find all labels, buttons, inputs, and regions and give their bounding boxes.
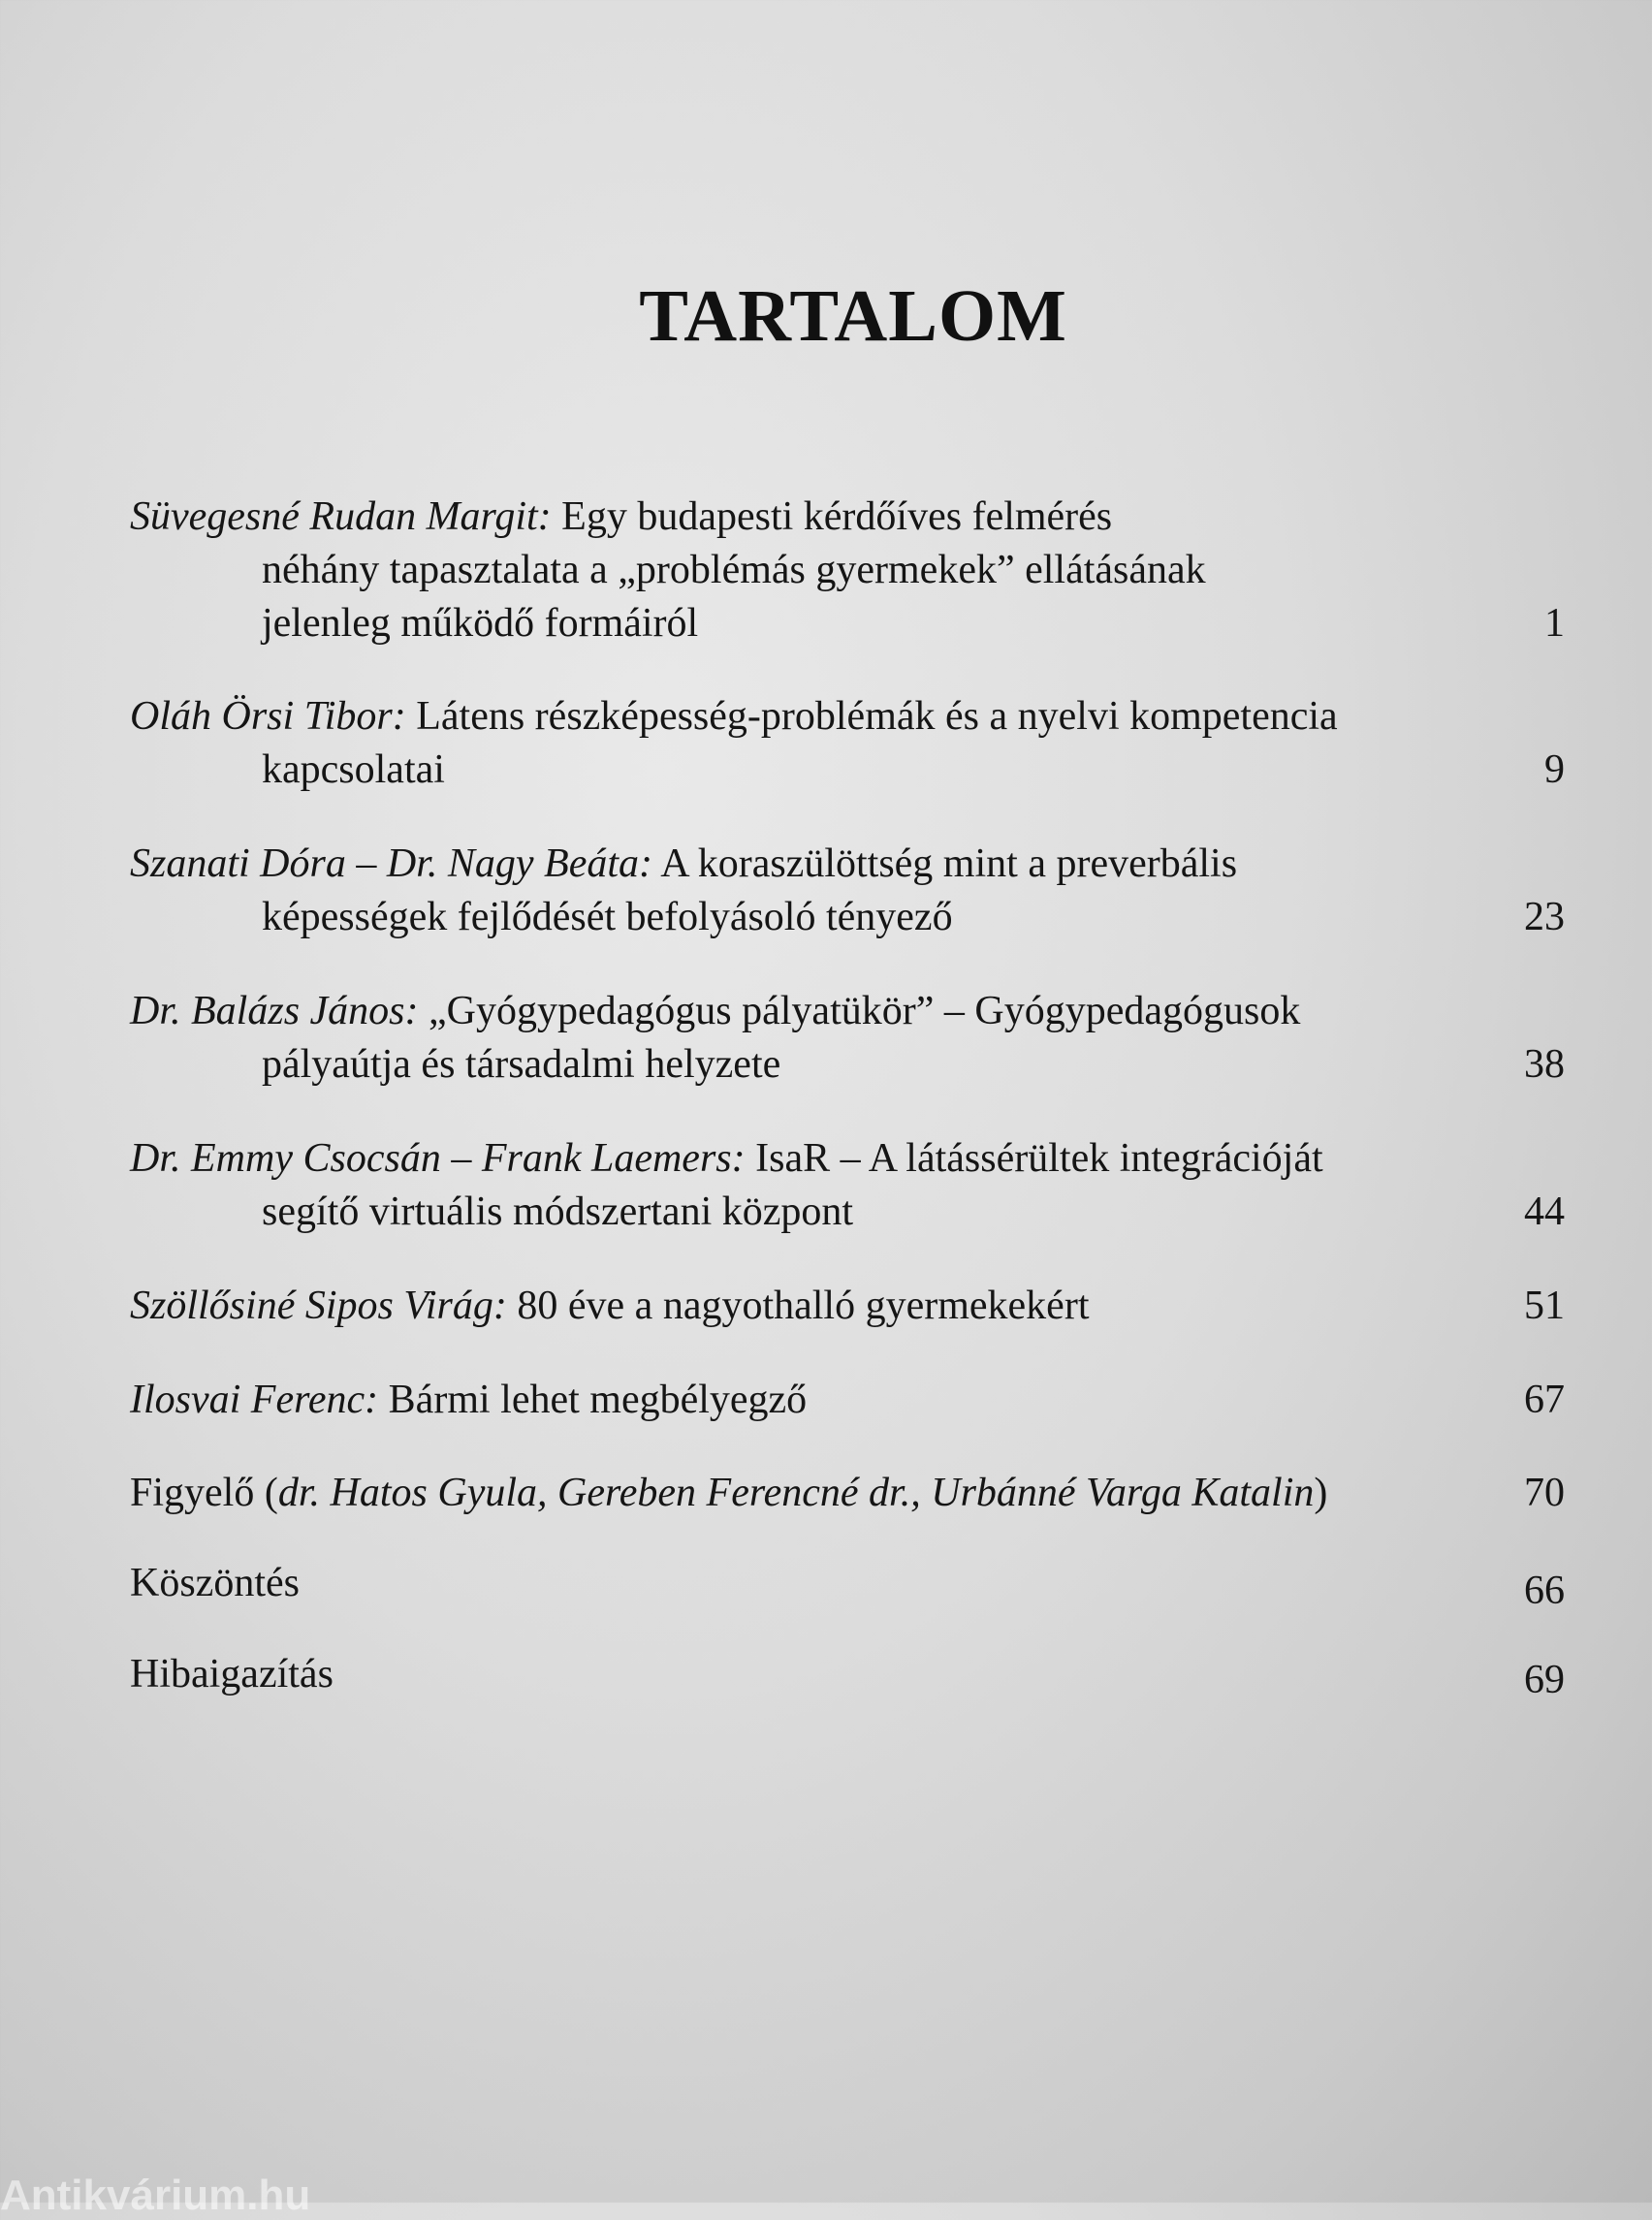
toc-entry-author: dr. Hatos Gyula, Gereben Ferencné dr., Urbánné Varga Katalin bbox=[277, 1471, 1315, 1515]
toc-entry-title: Köszöntés bbox=[130, 1561, 300, 1605]
page-title: TARTALOM bbox=[639, 274, 1067, 357]
toc-page-number: 66 bbox=[1524, 1569, 1565, 1613]
toc-entry-author: Oláh Örsi Tibor: bbox=[130, 694, 406, 739]
toc-entry bbox=[130, 690, 1565, 797]
toc-entry-first-line bbox=[130, 1132, 1565, 1186]
toc-entry-title: IsaR – A látássérültek integrációját bbox=[755, 1136, 1323, 1181]
toc-entry-first-line bbox=[130, 838, 1565, 891]
toc-entry-last-line bbox=[130, 891, 1565, 944]
toc-entry-title: pályaútja és társadalmi helyzete bbox=[262, 1042, 781, 1087]
toc-entry-title: Egy budapesti kérdőíves felmérés bbox=[561, 494, 1113, 539]
toc-entry-title: „Gyógypedagógus pályatükör” – Gyógypedagógusok bbox=[429, 989, 1301, 1033]
toc-entry bbox=[130, 1132, 1565, 1239]
toc-page-number: 38 bbox=[1524, 1042, 1565, 1087]
toc-entry-last-line bbox=[130, 744, 1565, 797]
toc-page-number: 70 bbox=[1524, 1471, 1565, 1515]
toc-entry-last-line bbox=[130, 597, 1565, 650]
toc-entry-title: Bármi lehet megbélyegző bbox=[388, 1378, 808, 1422]
toc-page-number: 1 bbox=[1544, 601, 1565, 646]
toc-entry-last-line bbox=[130, 1038, 1565, 1092]
toc-entry-title: A koraszülöttség mint a preverbális bbox=[660, 841, 1238, 886]
toc-entry-title: jelenleg működő formáiról bbox=[262, 601, 699, 646]
toc-page-number: 69 bbox=[1524, 1658, 1565, 1702]
toc-entry-title: kapcsolatai bbox=[262, 747, 445, 792]
toc-entry-first-line bbox=[130, 1557, 1565, 1613]
watermark: Antikvárium.hu bbox=[0, 2172, 311, 2219]
toc-entry-first-line bbox=[130, 1280, 1565, 1333]
toc-entry bbox=[130, 491, 1565, 650]
toc-entry-last-line bbox=[130, 1186, 1565, 1239]
toc-entry bbox=[130, 1557, 1565, 1613]
toc-entry-author: Ilosvai Ferenc: bbox=[130, 1378, 379, 1422]
toc-entry-author: Dr. Balázs János: bbox=[130, 989, 419, 1033]
toc-entry-author: Dr. Emmy Csocsán – Frank Laemers: bbox=[130, 1136, 746, 1181]
toc-entry-title: Látens részképesség-problémák és a nyelvi kompetencia bbox=[416, 694, 1338, 739]
toc-entry bbox=[130, 1280, 1565, 1333]
toc-entry bbox=[130, 838, 1565, 944]
toc-entry-title: Hibaigazítás bbox=[130, 1652, 334, 1697]
toc-entry-first-line bbox=[130, 985, 1565, 1038]
toc-entry bbox=[130, 1374, 1565, 1427]
toc-page-number: 9 bbox=[1544, 747, 1565, 792]
toc-entry-first-line bbox=[130, 1374, 1565, 1427]
toc-entry-first-line bbox=[130, 491, 1565, 544]
toc-entry bbox=[130, 1467, 1565, 1520]
toc-page-number: 67 bbox=[1524, 1378, 1565, 1422]
toc-entry-title: 80 éve a nagyothalló gyermekekért bbox=[517, 1284, 1090, 1328]
toc-page-number: 44 bbox=[1524, 1189, 1565, 1234]
toc-entry bbox=[130, 1648, 1565, 1701]
toc-entry-title: képességek fejlődését befolyásoló tényező bbox=[262, 895, 953, 939]
toc-entry bbox=[130, 985, 1565, 1092]
toc-page-number: 51 bbox=[1524, 1284, 1565, 1328]
toc-entry-author: Szanati Dóra – Dr. Nagy Beáta: bbox=[130, 841, 652, 886]
toc-entry-first-line bbox=[130, 1467, 1565, 1520]
toc-entry-suffix: ) bbox=[1314, 1471, 1328, 1515]
toc-entry-author: Szöllősiné Sipos Virág: bbox=[130, 1284, 507, 1328]
toc-entry-continuation: néhány tapasztalata a „problémás gyermekek” ellátásának bbox=[262, 548, 1206, 592]
toc-entry-title: segítő virtuális módszertani központ bbox=[262, 1189, 854, 1234]
toc-entry-first-line bbox=[130, 690, 1565, 744]
toc-entry-first-line bbox=[130, 1648, 1565, 1701]
toc-entry-prefix: Figyelő ( bbox=[130, 1471, 278, 1515]
toc-entry-author: Süvegesné Rudan Margit: bbox=[130, 494, 552, 539]
toc-page-number: 23 bbox=[1524, 895, 1565, 939]
